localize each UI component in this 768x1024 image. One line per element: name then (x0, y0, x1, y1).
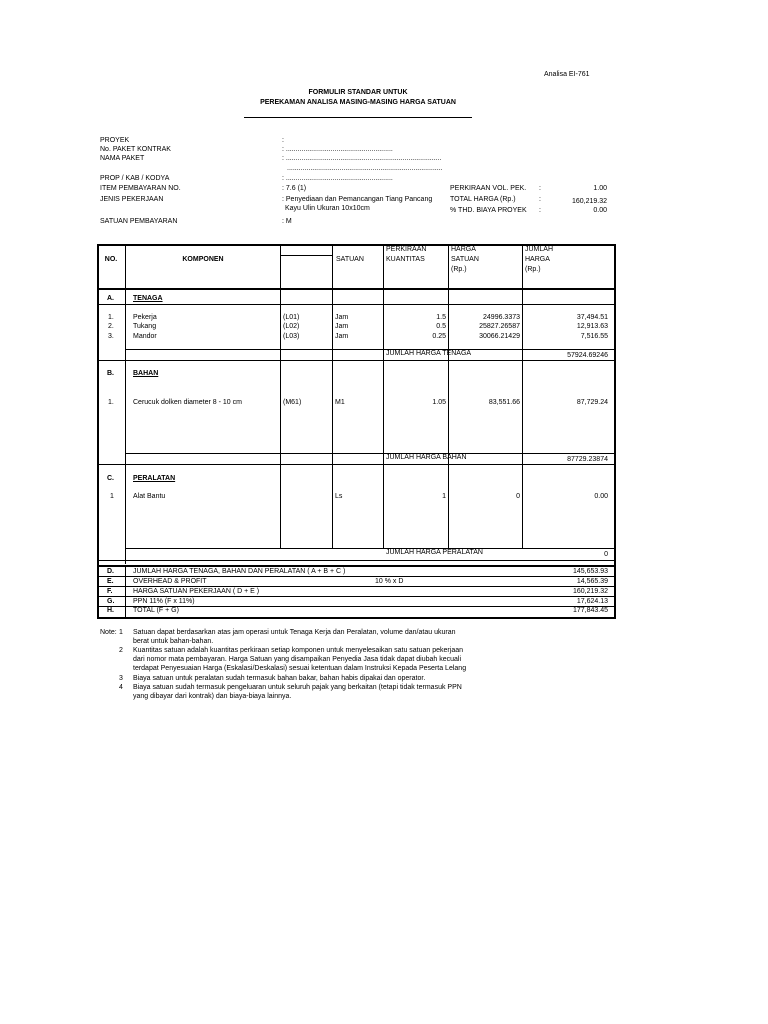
summary-col-divider (125, 566, 126, 618)
header-no: NO. (104, 256, 118, 263)
jenis-label: JENIS PEKERJAAN (100, 196, 164, 203)
satuan-label: SATUAN PEMBAYARAN (100, 218, 178, 225)
peralatan-row-1-price: 0 (516, 493, 520, 500)
tenaga-sum-value: 57924.69246 (567, 352, 608, 359)
nama-paket-value-continued: ................................................................................ (287, 165, 443, 172)
header-subline (280, 255, 332, 256)
col-divider-harga (522, 244, 523, 549)
header-harga-line2: SATUAN (451, 256, 479, 263)
form-reference: Analisa EI-761 (544, 71, 590, 78)
header-jumlah-line2: HARGA (525, 256, 550, 263)
header-harga-line1: HARGA (451, 246, 476, 253)
note-3-number: 3 (119, 675, 123, 682)
tenaga-row-1-unit: Jam (335, 314, 349, 321)
tenaga-row-3-price: 30066.21429 (479, 333, 520, 340)
summary-f-label: HARGA SATUAN PEKERJAAN ( D + E ) (133, 588, 260, 595)
peralatan-sum-label: JUMLAH HARGA PERALATAN (386, 549, 483, 556)
tenaga-row-1-qty: 1.5 (436, 314, 446, 321)
bahan-sum-label: JUMLAH HARGA BAHAN (386, 454, 467, 461)
nama-paket-value: : ................................................................................ (282, 155, 442, 162)
summary-d-label: JUMLAH HARGA TENAGA, BAHAN DAN PERALATAN ( A + B + C ) (133, 568, 346, 575)
bahan-row-1-total: 87,729.24 (576, 399, 608, 406)
tenaga-row-3-code: (L03) (283, 333, 300, 340)
vol-colon: : (539, 185, 541, 192)
header-harga-line3: (Rp.) (451, 266, 467, 273)
summary-e-value: 14,565.39 (576, 578, 608, 585)
header-jumlah-line3: (Rp.) (525, 266, 541, 273)
persen-label: % THD. BIAYA PROYEK (450, 207, 527, 214)
col-divider-no (125, 244, 126, 564)
note-2-line-3: terdapat Penyesuaian Harga (Eskalasi/Deskalasi) sesuai ketentuan dalam Instruksi Kepada Peserta Lelang (133, 665, 467, 672)
summary-e-line (97, 586, 616, 587)
tenaga-row-3-name: Mandor (133, 333, 157, 340)
tenaga-row-3-qty: 0.25 (432, 333, 446, 340)
persen-colon: : (539, 207, 541, 214)
summary-d-line (97, 576, 616, 577)
header-satuan: SATUAN (336, 256, 364, 263)
header-jumlah-line1: JUMLAH (525, 246, 554, 253)
note-2-number: 2 (119, 647, 123, 654)
summary-h-value: 177,843.45 (572, 607, 608, 614)
analysis-table (97, 244, 616, 619)
section-b-letter: B. (107, 370, 114, 377)
tenaga-row-1-name: Pekerja (133, 314, 157, 321)
summary-f-line (97, 596, 616, 597)
summary-top (97, 565, 616, 567)
persen-value: 0.00 (593, 207, 607, 214)
total-label: TOTAL HARGA (Rp.) (450, 196, 516, 203)
notes-label: Note: (100, 629, 117, 636)
summary-g-letter: G. (107, 598, 115, 605)
summary-d-letter: D. (107, 568, 114, 575)
title-underline (244, 117, 472, 118)
vol-label: PERKIRAAN VOL. PEK. (450, 185, 527, 192)
note-4-line-2: yang dibayar dari kontrak) dan biaya-biaya lainnya. (133, 693, 292, 700)
peralatan-sum-top (125, 548, 616, 549)
header-komponen: KOMPONEN (182, 256, 224, 263)
table-header-divider (97, 288, 616, 290)
tenaga-row-3-unit: Jam (335, 333, 349, 340)
tenaga-row-2-total: 12,913.63 (576, 323, 608, 330)
tenaga-row-2-unit: Jam (335, 323, 349, 330)
proyek-label: PROYEK (100, 137, 130, 144)
nama-paket-label: NAMA PAKET (100, 155, 145, 162)
tenaga-sum-top (125, 349, 616, 350)
tenaga-row-2-price: 25827.26587 (479, 323, 520, 330)
summary-d-value: 145,653.93 (572, 568, 608, 575)
tenaga-row-1-price: 24996.3373 (483, 314, 520, 321)
summary-h-label: TOTAL (F + G) (133, 607, 179, 614)
peralatan-row-1-no: 1 (110, 493, 114, 500)
col-divider-komponen (280, 244, 281, 549)
section-c-letter: C. (107, 475, 114, 482)
paket-no-label: No. PAKET KONTRAK (100, 146, 171, 153)
section-c-title: PERALATAN (133, 475, 176, 482)
summary-e-label: OVERHEAD & PROFIT (133, 578, 207, 585)
summary-h-letter: H. (107, 607, 114, 614)
bahan-row-1-name: Cerucuk dolken diameter 8 - 10 cm (133, 399, 242, 406)
note-1-number: 1 (119, 629, 123, 636)
peralatan-row-1-qty: 1 (442, 493, 446, 500)
section-a-letter: A. (107, 295, 114, 302)
note-2-line-2: dari nomor mata pembayaran. Harga Satuan yang disampaikan Penyedia Jasa tidak dapat diubah kecuali (133, 656, 462, 663)
note-3-line-1: Biaya satuan untuk peralatan sudah termasuk bahan bakar, bahan habis dipakai dan operator. (133, 675, 426, 682)
bahan-sum-value: 87729.23874 (567, 456, 608, 463)
tenaga-row-3-no: 3. (108, 333, 114, 340)
col-divider-kode (332, 244, 333, 549)
summary-g-value: 17,624.13 (576, 598, 608, 605)
tenaga-row-1-no: 1. (108, 314, 114, 321)
tenaga-row-2-name: Tukang (133, 323, 157, 330)
bahan-row-1-code: (M61) (283, 399, 302, 406)
peralatan-sum-bottom (97, 560, 616, 561)
summary-e-mid: 10 % x D (375, 578, 404, 585)
bahan-sum-bottom (97, 464, 616, 465)
proyek-value: : (282, 137, 284, 144)
note-2-line-1: Kuantitas satuan adalah kuantitas perkiraan setiap komponen untuk menyelesaikan satu satuan pekerjaan (133, 647, 463, 654)
peralatan-row-1-name: Alat Bantu (133, 493, 166, 500)
vol-value: 1.00 (593, 185, 607, 192)
jenis-value: : Penyediaan dan Pemancangan Tiang Pancang (282, 196, 433, 203)
note-1-line-1: Satuan dapat berdasarkan atas jam operasi untuk Tenaga Kerja dan Peralatan, volume dan/atau ukuran (133, 629, 456, 636)
tenaga-row-2-qty: 0.5 (436, 323, 446, 330)
summary-f-letter: F. (107, 588, 113, 595)
col-divider-kuantitas (448, 244, 449, 549)
section-a-top-divider (97, 304, 616, 305)
summary-f-value: 160,219.32 (572, 588, 608, 595)
summary-e-letter: E. (107, 578, 114, 585)
tenaga-row-2-no: 2. (108, 323, 114, 330)
peralatan-row-1-total: 0.00 (594, 493, 608, 500)
paket-no-value: : ....................................................... (282, 146, 393, 153)
section-a-title: TENAGA (133, 295, 163, 302)
prop-value: : ....................................................... (282, 175, 393, 182)
peralatan-row-1-unit: Ls (335, 493, 343, 500)
note-4-number: 4 (119, 684, 123, 691)
form-title-line2: PEREKAMAN ANALISA MASING-MASING HARGA SATUAN (260, 99, 456, 106)
tenaga-sum-label: JUMLAH HARGA TENAGA (386, 350, 472, 357)
tenaga-sum-bottom (97, 360, 616, 361)
prop-label: PROP / KAB / KODYA (100, 175, 170, 182)
section-b-title: BAHAN (133, 370, 159, 377)
bahan-row-1-unit: M1 (335, 399, 345, 406)
peralatan-sum-value: 0 (604, 551, 608, 558)
header-kuantitas-line2: KUANTITAS (386, 256, 425, 263)
tenaga-row-2-code: (L02) (283, 323, 300, 330)
total-colon: : (539, 196, 541, 203)
jenis-value-continued: Kayu Ulin Ukuran 10x10cm (285, 205, 370, 212)
bahan-sum-top (125, 453, 616, 454)
col-divider-satuan (383, 244, 384, 549)
bahan-row-1-price: 83,551.66 (488, 399, 520, 406)
bahan-row-1-qty: 1.05 (432, 399, 446, 406)
tenaga-row-3-total: 7,516.55 (580, 333, 608, 340)
summary-g-label: PPN 11% (F x 11%) (133, 598, 195, 605)
form-title-line1: FORMULIR STANDAR UNTUK (308, 89, 408, 96)
item-label: ITEM PEMBAYARAN NO. (100, 185, 181, 192)
tenaga-row-1-code: (L01) (283, 314, 300, 321)
header-kuantitas-line1: PERKIRAAN (386, 246, 427, 253)
satuan-value: : M (282, 218, 292, 225)
note-4-line-1: Biaya satuan sudah termasuk pengeluaran untuk seluruh pajak yang berkaitan (tetapi tidak termasuk PPN (133, 684, 462, 691)
bahan-row-1-no: 1. (108, 399, 114, 406)
note-1-line-2: berat untuk bahan-bahan. (133, 638, 214, 645)
total-value: 160,219.32 (571, 198, 607, 205)
tenaga-row-1-total: 37,494.51 (576, 314, 608, 321)
item-value: : 7.6 (1) (282, 185, 307, 192)
